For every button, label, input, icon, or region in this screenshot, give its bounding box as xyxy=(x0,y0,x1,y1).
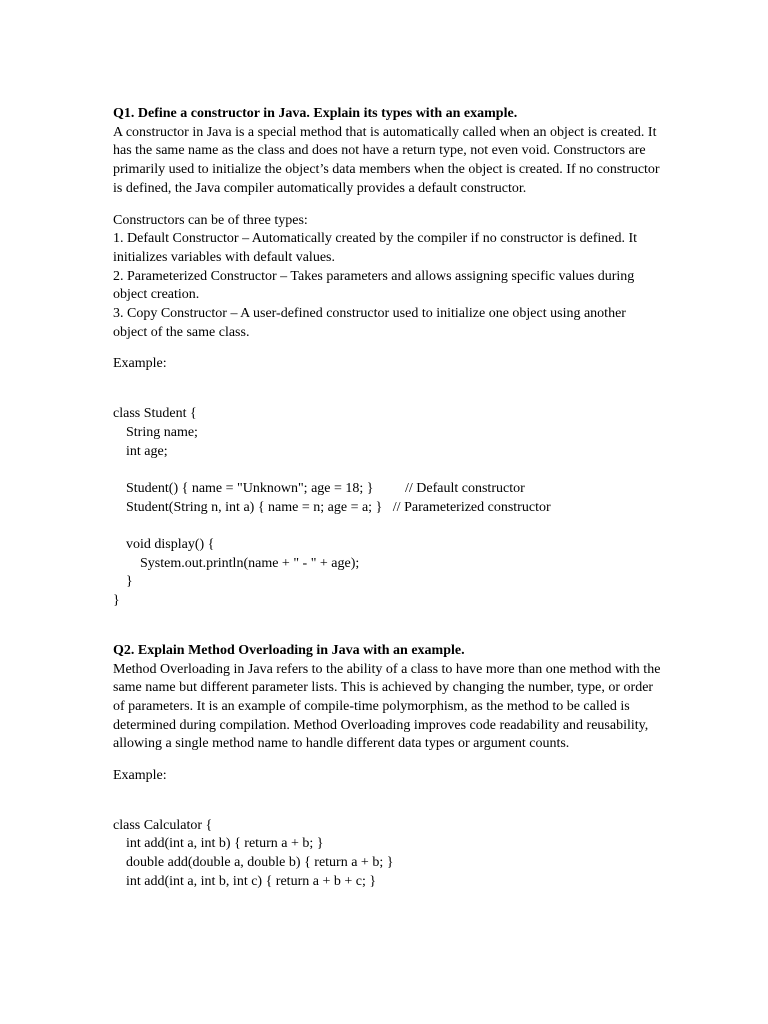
q1-example-label: Example: xyxy=(113,356,167,372)
q1-intro-paragraph xyxy=(113,124,668,199)
q2-code-block xyxy=(113,817,668,892)
q1-intro-line: primarily used to initialize the object’s data members when the object is created. If no constructor xyxy=(113,162,660,178)
q2-intro-line: determined during compilation. Method Overloading improves code readability and reusability, xyxy=(113,717,649,733)
code-line: String name; xyxy=(126,424,198,440)
code-blank-line xyxy=(113,461,668,480)
code-line: int add(int a, int b) { return a + b; } xyxy=(126,836,324,852)
q2-intro-line: same name but different parameter lists. This is achieved by changing the number, type, or order xyxy=(113,680,654,696)
q1-code-block xyxy=(113,405,668,611)
q1-heading: Q1. Define a constructor in Java. Explain its types with an example. xyxy=(113,106,518,121)
q2-heading: Q2. Explain Method Overloading in Java with an example. xyxy=(113,642,465,658)
code-line: Student(String n, int a) { name = n; age = a; } // Parameterized constructor xyxy=(126,499,551,515)
code-line: } xyxy=(113,593,120,609)
q1-types-line: 1. Default Constructor – Automatically created by the compiler if no constructor is defined. It xyxy=(113,231,638,247)
q2-example-label: Example: xyxy=(113,768,167,784)
code-blank-line xyxy=(113,517,668,536)
q1-types-line: Constructors can be of three types: xyxy=(113,212,308,228)
code-line: void display() { xyxy=(126,537,215,553)
q1-types-list xyxy=(113,212,668,343)
q1-intro-line: has the same name as the class and does not have a return type, not even void. Constructors are xyxy=(113,143,646,159)
q1-types-line: initializes variables with default values. xyxy=(113,249,335,265)
code-line: class Calculator { xyxy=(113,817,213,833)
q1-types-line: 3. Copy Constructor – A user-defined constructor used to initialize one object using another xyxy=(113,306,626,322)
q1-types-line: object creation. xyxy=(113,287,200,303)
code-line: } xyxy=(126,574,133,590)
q2-intro-line: Method Overloading in Java refers to the ability of a class to have more than one method with the xyxy=(113,661,661,677)
q2-intro-paragraph xyxy=(113,661,668,755)
q2-intro-line: allowing a single method name to handle different data types or argument counts. xyxy=(113,736,570,752)
q1-types-line: object of the same class. xyxy=(113,324,250,340)
code-line: System.out.println(name + " - " + age); xyxy=(140,555,360,571)
q2-intro-line: of parameters. It is an example of compile-time polymorphism, as the method to be called is xyxy=(113,698,630,714)
code-line: int age; xyxy=(126,443,168,459)
q1-intro-line: A constructor in Java is a special method that is automatically called when an object is created. It xyxy=(113,124,657,140)
code-line: int add(int a, int b, int c) { return a + b + c; } xyxy=(126,873,377,889)
q1-intro-line: is defined, the Java compiler automatically provides a default constructor. xyxy=(113,180,527,196)
code-line: Student() { name = "Unknown"; age = 18; } // Default constructor xyxy=(126,480,525,496)
q1-types-line: 2. Parameterized Constructor – Takes parameters and allows assigning specific values during xyxy=(113,268,635,284)
code-line: class Student { xyxy=(113,406,197,422)
code-line: double add(double a, double b) { return a + b; } xyxy=(126,855,394,871)
